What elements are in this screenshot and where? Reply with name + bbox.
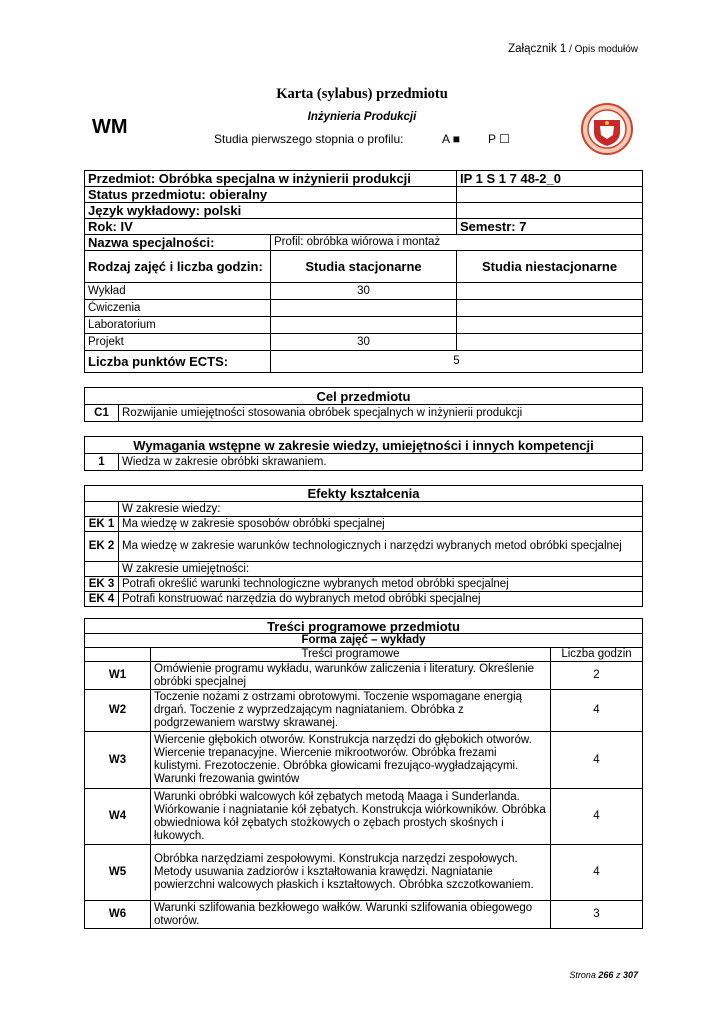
lecture-text: Omówienie programu wykładu, warunków zaliczenia i literatury. Określenie obróbki specjalnej xyxy=(151,662,551,690)
subject-table xyxy=(84,170,643,373)
hours-part-time xyxy=(457,317,643,334)
outcomes-header: Efekty kształcenia xyxy=(85,486,643,502)
empty-box-icon: ☐ xyxy=(499,132,510,146)
subject-name: Przedmiot: Obróbka specjalna w inżynierii produkcji xyxy=(85,171,457,187)
specialization-value: Profil: obróbka wiórowa i montaż xyxy=(271,235,643,251)
lecture-text: Warunki szlifowania bezkłowego wałków. Warunki szlifowania obiegowego otworów. xyxy=(151,901,551,929)
lecture-code: W5 xyxy=(85,845,151,901)
outcome-text: Potrafi określić warunki technologiczne wybranych metod obróbki specjalnej xyxy=(119,577,643,592)
hours-row-label: Laboratorium xyxy=(85,317,271,334)
requirement-number: 1 xyxy=(85,454,119,471)
hours-full-time: 30 xyxy=(271,283,457,300)
hours-row-label: Ćwiczenia xyxy=(85,300,271,317)
subject-year: Rok: IV xyxy=(85,219,457,235)
page-footer: Strona 266 z 307 xyxy=(569,970,638,980)
lecture-code: W2 xyxy=(85,690,151,732)
outcome-code: EK 1 xyxy=(85,517,119,532)
outcome-code: EK 4 xyxy=(85,592,119,607)
lecture-code: W3 xyxy=(85,732,151,789)
lecture-hours: 4 xyxy=(551,690,643,732)
goal-table xyxy=(84,387,643,422)
empty-cell xyxy=(85,502,119,517)
empty-cell xyxy=(85,648,151,662)
lecture-hours: 4 xyxy=(551,845,643,901)
hours-part-time xyxy=(457,300,643,317)
empty-cell xyxy=(85,562,119,577)
subject-code: IP 1 S 1 7 48-2_0 xyxy=(457,171,643,187)
lecture-code: W6 xyxy=(85,901,151,929)
col-full-time: Studia stacjonarne xyxy=(271,251,457,283)
hours-row-label: Wykład xyxy=(85,283,271,300)
study-level: Studia pierwszego stopnia o profilu: xyxy=(214,132,404,146)
skills-label: W zakresie umiejętności: xyxy=(119,562,643,577)
lecture-hours: 4 xyxy=(551,789,643,845)
hours-full-time xyxy=(271,317,457,334)
lecture-text: Obróbka narzędziami zespołowymi. Konstrukcja narzędzi zespołowych. Metody usuwania zadziorów i kształtowania krawędzi. Nagniatanie powierzchni walcowych płaskich i kształtowych. Obróbka szczotkowaniem. xyxy=(151,845,551,901)
content-form: Forma zajęć – wykłady xyxy=(85,634,643,648)
lecture-code: W4 xyxy=(85,789,151,845)
outcomes-table xyxy=(84,485,643,607)
knowledge-label: W zakresie wiedzy: xyxy=(119,502,643,517)
profile-p: P ☐ xyxy=(488,132,510,146)
outcome-text: Potrafi konstruować narzędzia do wybranych metod obróbki specjalnej xyxy=(119,592,643,607)
subject-semester: Semestr: 7 xyxy=(457,219,643,235)
lecture-text: Wiercenie głębokich otworów. Konstrukcja narzędzi do głębokich otworów. Wiercenie trepanacyjne. Wiercenie mikrootworów. Obróbka frezami kulistymi. Frezotoczenie. Obróbka głowicami frezująco-wygładzającymi. Warunki frezowania gwintów xyxy=(151,732,551,789)
lecture-text: Toczenie nożami z ostrzami obrotowymi. Toczenie wspomagane energią drgań. Toczenie z wyprzedzającym nagniataniem. Obróbka z podgrzewaniem warstwy skrawanej. xyxy=(151,690,551,732)
requirement-text: Wiedza w zakresie obróbki skrawaniem. xyxy=(119,454,643,471)
outcome-code: EK 3 xyxy=(85,577,119,592)
outcome-text: Ma wiedzę w zakresie sposobów obróbki specjalnej xyxy=(119,517,643,532)
hours-part-time xyxy=(457,283,643,300)
col-content: Treści programowe xyxy=(151,648,551,662)
requirements-table xyxy=(84,436,643,471)
outcome-code: EK 2 xyxy=(85,532,119,562)
subject-status: Status przedmiotu: obieralny xyxy=(85,187,457,203)
ects-value: 5 xyxy=(271,351,643,373)
empty-cell xyxy=(457,187,643,203)
lecture-hours: 3 xyxy=(551,901,643,929)
faculty-logo-text: WM xyxy=(92,116,128,138)
content-header: Treści programowe przedmiotu xyxy=(85,619,643,634)
hours-part-time xyxy=(457,334,643,351)
attachment-label: Załącznik 1 / Opis modułów xyxy=(508,43,638,55)
subject-language: Język wykładowy: polski xyxy=(85,203,457,219)
col-hours: Liczba godzin xyxy=(551,648,643,662)
specialization-label: Nazwa specjalności: xyxy=(85,235,271,251)
col-part-time: Studia niestacjonarne xyxy=(457,251,643,283)
profile-a: A ■ xyxy=(442,132,460,146)
lecture-text: Warunki obróbki walcowych kół zębatych metodą Maaga i Sunderlanda. Wiórkowanie i nagniatanie kół zębatych. Konstrukcja wiórkowników. Obróbka obwiedniowa kół zębatych stożkowych o zębach prostych skośnych i łukowych. xyxy=(151,789,551,845)
lecture-hours: 4 xyxy=(551,732,643,789)
lecture-hours: 2 xyxy=(551,662,643,690)
university-crest-icon xyxy=(580,102,634,156)
hours-row-label: Projekt xyxy=(85,334,271,351)
goal-header: Cel przedmiotu xyxy=(85,388,643,405)
lecture-code: W1 xyxy=(85,662,151,690)
goal-code: C1 xyxy=(85,405,119,422)
hours-full-time: 30 xyxy=(271,334,457,351)
hours-full-time xyxy=(271,300,457,317)
goal-text: Rozwijanie umiejętności stosowania obróbek specjalnych w inżynierii produkcji xyxy=(119,405,643,422)
content-table xyxy=(84,618,643,929)
field-of-study: Inżynieria Produkcji xyxy=(307,111,417,123)
ects-label: Liczba punktów ECTS: xyxy=(85,351,271,373)
page-title: Karta (sylabus) przedmiotu xyxy=(276,86,448,102)
requirements-header: Wymagania wstępne w zakresie wiedzy, umiejętności i innych kompetencji xyxy=(85,437,643,454)
outcome-text: Ma wiedzę w zakresie warunków technologicznych i narzędzi wybranych metod obróbki specjalnej xyxy=(119,532,643,562)
hours-label: Rodzaj zajęć i liczba godzin: xyxy=(85,251,271,283)
empty-cell xyxy=(457,203,643,219)
checked-box-icon: ■ xyxy=(452,132,460,146)
